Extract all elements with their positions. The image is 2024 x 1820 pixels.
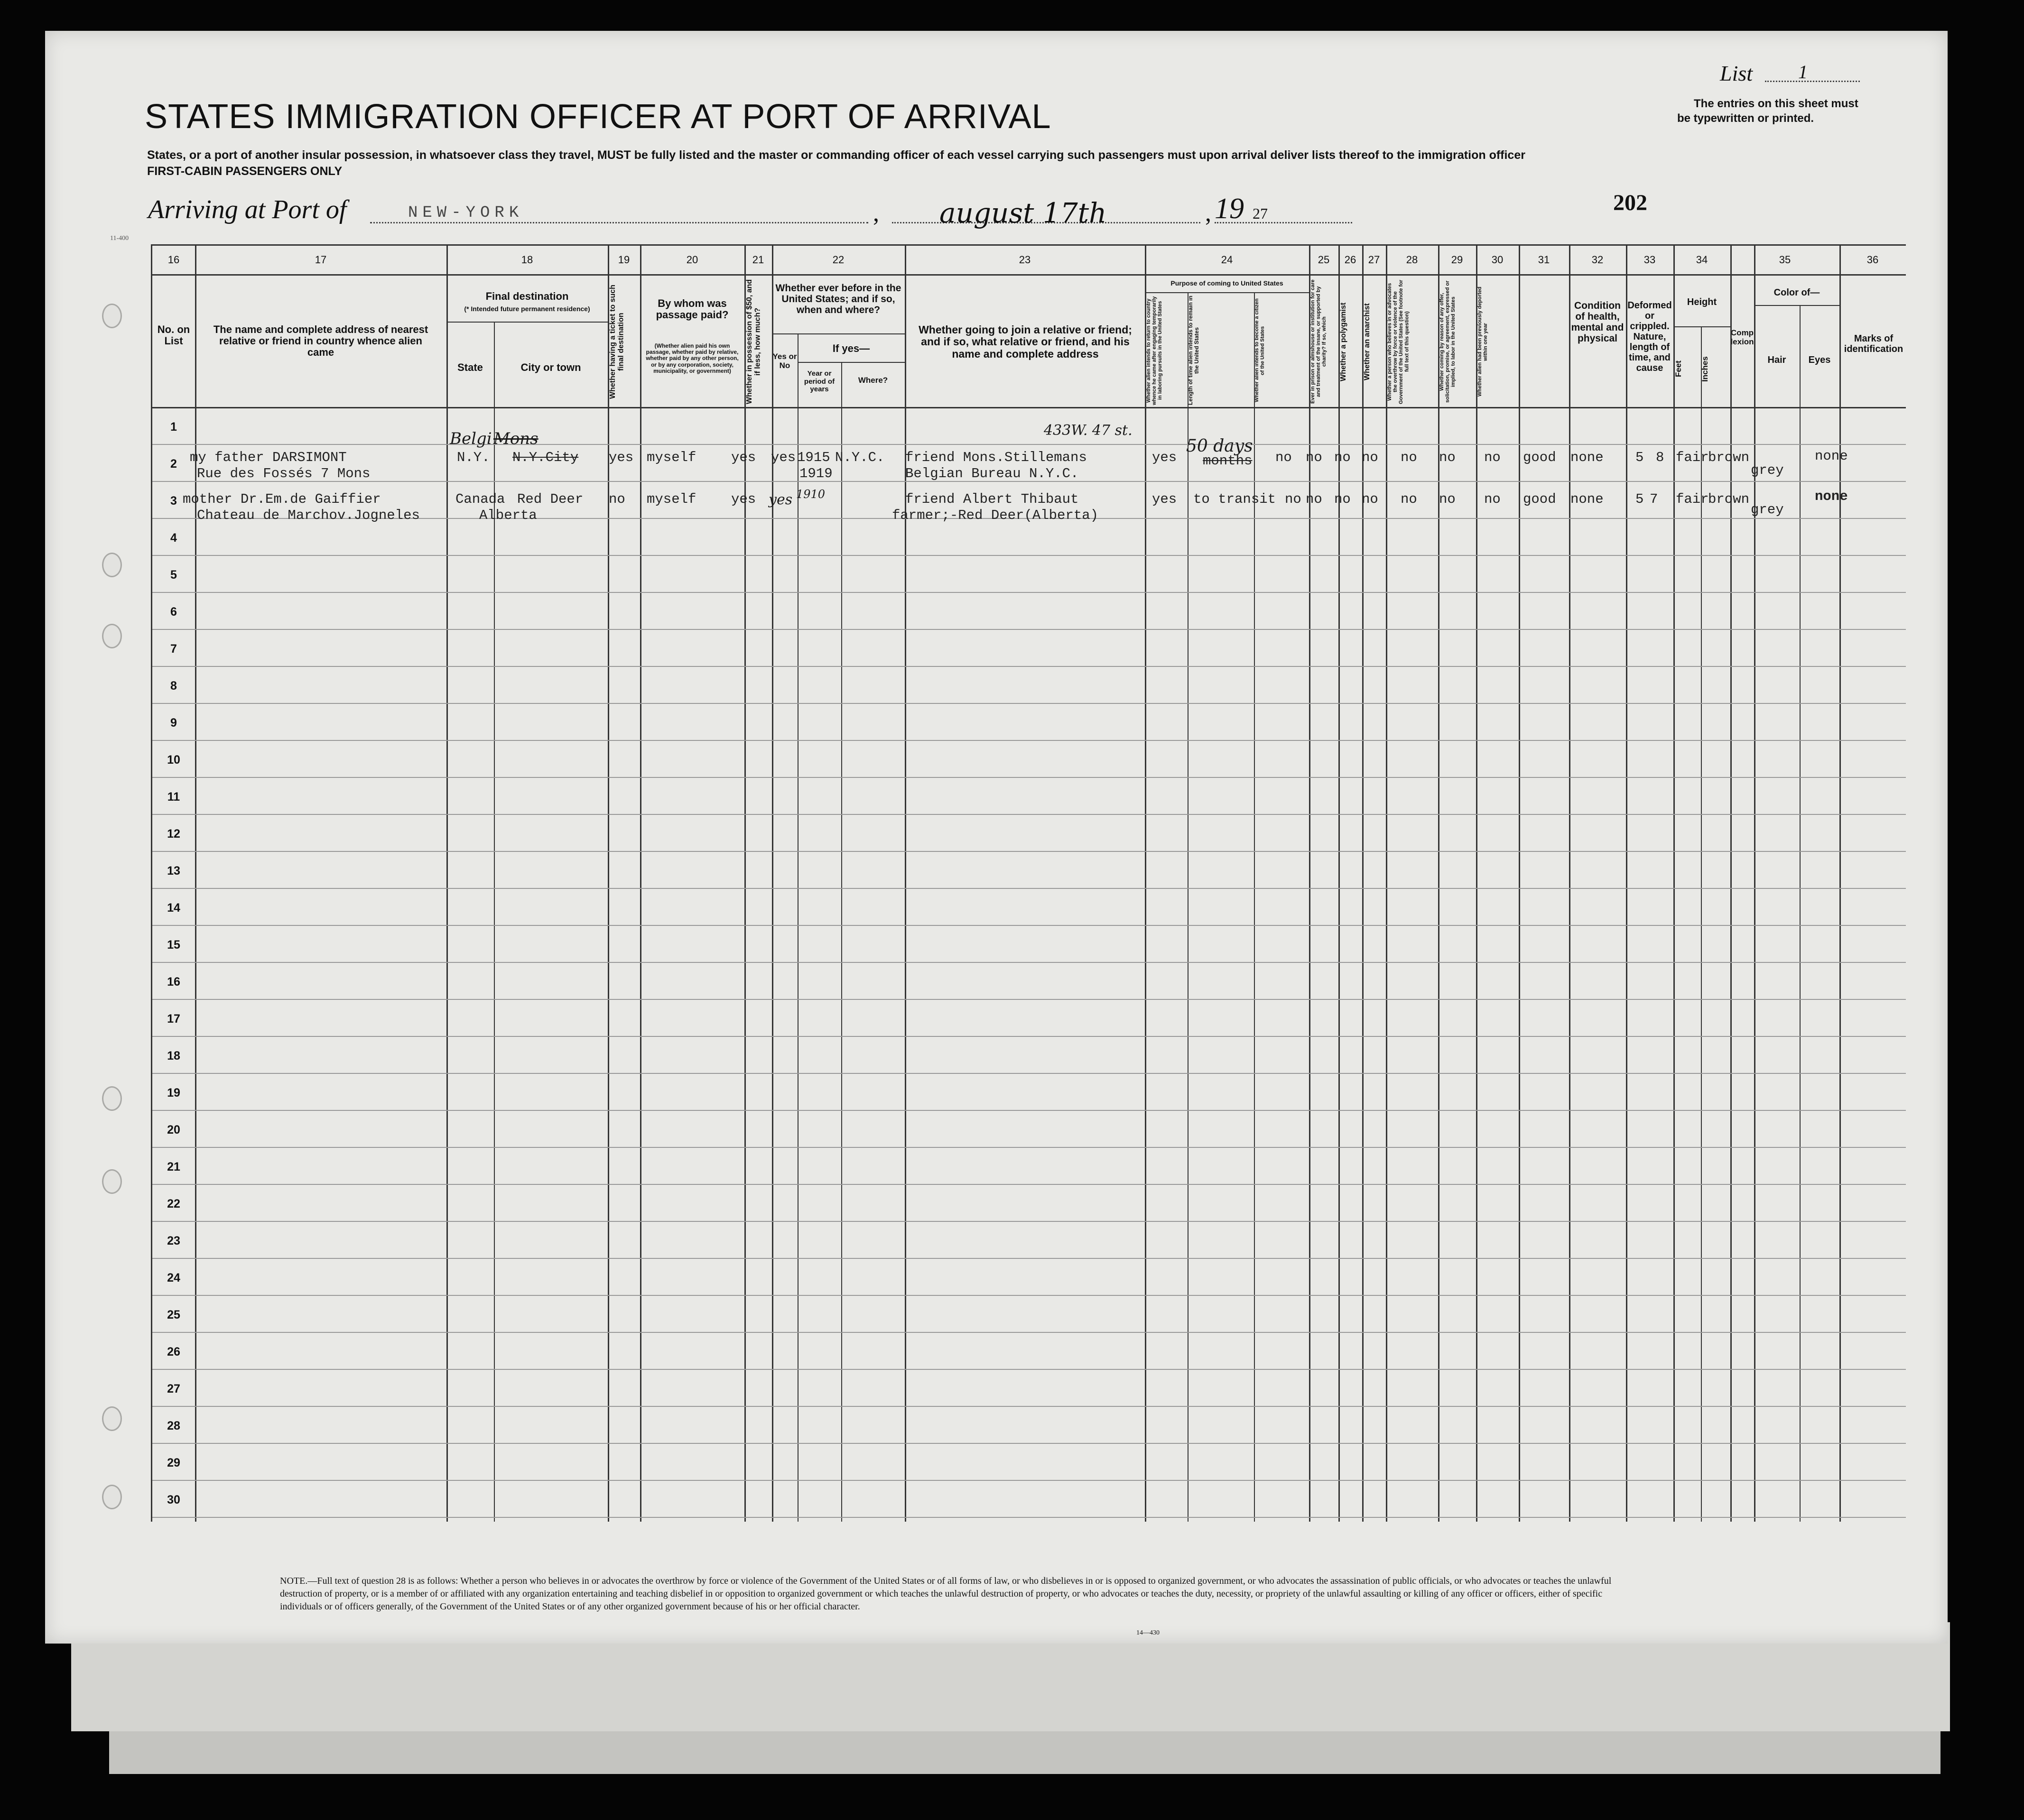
col-number: 21	[752, 254, 764, 266]
row1-passage-paid: myself	[647, 450, 696, 465]
row2-q29: no	[1439, 491, 1456, 507]
header-q29: Whether coming by reason of any offer, solicitation, promise, or agreement, expressed or implied, to labor in the United States	[1439, 280, 1457, 403]
column-rule	[772, 246, 773, 1522]
subcolumn-rule	[1254, 292, 1255, 1522]
row-rule	[152, 1332, 1906, 1333]
column-rule	[1519, 246, 1520, 1522]
arrival-year-suffix: 27	[1253, 205, 1268, 222]
header-final-destination: Final destination	[485, 290, 569, 302]
column-rule	[1309, 246, 1310, 1522]
subcolumn-rule	[1800, 305, 1801, 1522]
column-rule	[905, 246, 906, 1522]
arrival-year-prefix: 19	[1215, 193, 1244, 225]
row-rule	[152, 592, 1906, 593]
row2-deformed: none	[1570, 491, 1604, 507]
row2-city: Red Deer	[517, 491, 584, 507]
col-number: 25	[1318, 254, 1330, 266]
header-ticket: Whether having a ticket to such final destination	[609, 285, 625, 399]
col-number: 33	[1643, 254, 1656, 266]
row2-hair: brown	[1708, 491, 1750, 507]
row1-inches: 8	[1656, 450, 1664, 465]
binder-hole-shadow	[102, 1485, 122, 1509]
header-passage-paid: By whom was passage paid?	[656, 297, 729, 321]
header-marks: Marks of identification	[1844, 333, 1903, 354]
row1-eyes: grey	[1751, 462, 1784, 478]
row-rule	[152, 1147, 1906, 1148]
row-rule	[152, 962, 1906, 963]
typewritten-note-line1: The entries on this sheet must	[1694, 97, 1858, 110]
row2-marks: none	[1815, 489, 1848, 504]
row-rule	[152, 888, 1906, 889]
col-number: 36	[1866, 254, 1879, 266]
row1-feet: 5	[1635, 450, 1644, 465]
subtitle-line2: FIRST-CABIN PASSENGERS ONLY	[147, 165, 343, 178]
row-rule	[152, 1443, 1906, 1444]
col-number: 16	[167, 254, 180, 266]
col-number: 20	[686, 254, 698, 266]
column-rule	[1338, 246, 1340, 1522]
row2-state-2: Alberta	[479, 508, 537, 523]
row1-join-relative: friend Mons.Stillemans	[905, 450, 1087, 465]
row-rule	[152, 925, 1906, 926]
col-number: 28	[1406, 254, 1418, 266]
manifest-table	[151, 244, 1906, 1522]
side-number: 11-400	[110, 235, 129, 242]
header-height: Height	[1687, 297, 1717, 307]
subheader-rule	[798, 362, 905, 363]
binder-hole-shadow	[102, 1086, 122, 1111]
subtitle-line1: States, or a port of another insular possession, in whatsoever class they travel, MUST be fully listed and the master or commanding officer of each vessel carrying such passengers must upon arrival deliver lists thereof to the immigration officer	[147, 148, 1525, 162]
row-number: 5	[170, 568, 177, 582]
row-number: 28	[167, 1419, 180, 1432]
row2-prison: no	[1306, 491, 1322, 507]
row-number: 23	[167, 1234, 180, 1247]
column-rule	[1569, 246, 1570, 1522]
column-rule	[1386, 246, 1387, 1522]
subheader-rule	[1145, 292, 1309, 293]
header-passage-note: (Whether alien paid his own passage, whether paid by relative, whether paid by any other person, or by any corporation, society, municipality, or government)	[646, 342, 739, 374]
row-rule	[152, 1258, 1906, 1259]
row-rule	[152, 740, 1906, 741]
row2-fifty-dollars: yes	[731, 491, 756, 507]
row2-feet: 5	[1635, 491, 1644, 507]
binder-hole	[10, 304, 31, 327]
row1-prison: no	[1306, 450, 1322, 465]
header-inches: Inches	[1700, 356, 1709, 382]
row1-length: months	[1203, 453, 1253, 469]
row-rule	[152, 703, 1906, 704]
row-rule	[152, 1184, 1906, 1185]
binder-hole	[10, 1406, 31, 1430]
arrival-date: august 17th	[939, 197, 1107, 229]
row-rule	[152, 666, 1906, 667]
row2-relative: mother Dr.Em.de Gaiffier	[183, 491, 381, 507]
column-rule	[744, 246, 746, 1522]
row-number: 19	[167, 1086, 180, 1099]
row1-city: N.Y.City	[512, 450, 579, 465]
row-number: 29	[167, 1456, 180, 1469]
column-rule	[1839, 246, 1841, 1522]
row-number: 1	[170, 420, 177, 434]
list-label: List	[1720, 61, 1753, 85]
row-number: 22	[167, 1197, 180, 1210]
column-rule	[1438, 246, 1439, 1522]
header-q28: Whether a person who believes in or advocates the overthrow by force or violence of the Government of the United States (See footnote for full text of this question)	[1387, 279, 1410, 404]
row2-length: to transit	[1193, 491, 1276, 507]
header-hair: Hair	[1767, 355, 1786, 365]
header-city: City or town	[520, 361, 581, 373]
binder-hole-shadow	[102, 624, 122, 648]
row-rule	[152, 1110, 1906, 1111]
header-q30: Whether alien had been previously deported within one year	[1477, 286, 1489, 397]
header-join-relative: Whether going to join a relative or friend; and if so, what relative or friend, and his name and complete address	[919, 323, 1132, 360]
row-number: 10	[167, 753, 180, 767]
row1-length-handwritten: 50 days	[1186, 436, 1253, 456]
row-number: 8	[170, 679, 177, 693]
row-number: 18	[167, 1049, 180, 1062]
column-rule	[195, 246, 196, 1522]
row-number: 24	[167, 1271, 180, 1284]
col-number: 17	[315, 254, 327, 266]
row1-deformed: none	[1570, 450, 1604, 465]
row2-state: Canada	[455, 491, 505, 507]
header-eyes: Eyes	[1808, 355, 1831, 365]
header-year-period: Year or period of years	[804, 370, 835, 393]
binder-hole	[10, 1169, 31, 1193]
header-state: State	[457, 361, 483, 373]
row2-eyes: grey	[1751, 502, 1784, 517]
col-number: 32	[1591, 254, 1604, 266]
header-purpose-length: Length of time alien intends to remain in the United States	[1187, 296, 1200, 406]
row1-return: yes	[1152, 450, 1177, 465]
row2-ticket: no	[609, 491, 625, 507]
subheader-rule	[772, 333, 905, 334]
subheader-rule	[1754, 305, 1839, 306]
col-number: 31	[1538, 254, 1550, 266]
row-number: 17	[167, 1012, 180, 1025]
binder-hole	[10, 1086, 31, 1110]
header-yes-or-no: Yes or No	[772, 352, 797, 370]
header-nearest-relative: The name and complete address of nearest relative or friend in country whence alien came	[213, 323, 428, 359]
row1-years: 1915	[797, 450, 830, 465]
row-number: 26	[167, 1345, 180, 1358]
row2-return: yes	[1152, 491, 1177, 507]
column-rule	[1362, 246, 1364, 1522]
header-prison: Ever in prison or almshouse or institution for care and treatment of the insane, or supported by charity? If so, which	[1310, 279, 1328, 404]
row2-anarchist: no	[1362, 491, 1378, 507]
header-purpose-return: Whether alien intends to return to country whence he came after engaging temporarily in laboring pursuits in the United States	[1146, 296, 1163, 405]
header-rule	[152, 274, 1906, 276]
row1-where: N.Y.C.	[835, 450, 885, 465]
list-dotted-line	[1765, 81, 1860, 82]
col-number: 18	[521, 254, 533, 266]
row2-q28: no	[1401, 491, 1417, 507]
header-color-of: Color of—	[1773, 287, 1820, 298]
row-number: 30	[167, 1493, 180, 1506]
col-number: 23	[1019, 254, 1031, 266]
header-purpose-citizen: Whether alien intends to become a citizen of the United States	[1254, 298, 1266, 403]
arriving-label: Arriving at Port of	[148, 195, 347, 224]
row2-ever-before-handwritten: yes	[769, 491, 793, 508]
row2-join-relative-2: farmer;-Red Deer(Alberta)	[892, 508, 1099, 523]
col-number: 26	[1344, 254, 1356, 266]
binder-hole-shadow	[102, 553, 122, 577]
binder-hole-shadow	[102, 1406, 122, 1431]
header-if-yes: If yes—	[832, 342, 870, 354]
column-rule	[1673, 246, 1675, 1522]
year-dotted-line	[1215, 222, 1352, 223]
row-number: 4	[170, 531, 177, 545]
column-rule	[446, 246, 448, 1522]
row-rule	[152, 629, 1906, 630]
col-number: 29	[1451, 254, 1463, 266]
row2-q30: no	[1484, 491, 1501, 507]
row1-join-relative-2: Belgian Bureau N.Y.C.	[905, 466, 1079, 481]
row1-q29: no	[1439, 450, 1456, 465]
row2-passage-paid: myself	[647, 491, 696, 507]
header-ever-before: Whether ever before in the United States; and if so, when and where?	[775, 283, 901, 316]
row-rule	[152, 777, 1906, 778]
header-rule	[152, 407, 1906, 408]
header-complexion: Complexion	[1730, 328, 1754, 346]
row1-state: N.Y.	[457, 450, 490, 465]
row1-years-2: 1919	[799, 466, 833, 481]
row-rule	[152, 1517, 1906, 1518]
col-number: 30	[1491, 254, 1504, 266]
header-purpose: Purpose of coming to United States	[1170, 279, 1283, 287]
row-rule	[152, 555, 1906, 556]
row1-polygamist: no	[1334, 450, 1351, 465]
row-number: 27	[167, 1382, 180, 1395]
header-health: Condition of health, mental and physical	[1571, 300, 1624, 344]
row-rule	[152, 999, 1906, 1000]
footnote: NOTE.—Full text of question 28 is as follows: Whether a person who believes in or advocates the overthrow by force or violence of the Government of the United States or of all forms of law, or who disbelieves in or is opposed to organized government, or who advocates the assassination of public officials, or who advocates or teaches the unlawful destruction of property, or is a member of or affiliated with any organization entertaining and teaching disbelief in or opposition to organized government or which teaches the unlawful destruction of property, or who advocates or teaches the duty, necessity, or propriety of the unlawful assaulting or killing of any officer or officers, either of specific individuals or of officers generally, of the Government of the United States or of any other organized government because of his or her official character.	[280, 1576, 1612, 1612]
row-number: 13	[167, 864, 180, 878]
row1-citizen: no	[1275, 450, 1292, 465]
column-rule	[1476, 246, 1477, 1522]
row-rule	[152, 1073, 1906, 1074]
row-number: 21	[167, 1160, 180, 1173]
row1-health: good	[1523, 450, 1556, 465]
row-number: 11	[167, 790, 180, 804]
binder-hole-shadow	[102, 1169, 122, 1194]
row1-relative: my father DARSIMONT	[190, 450, 347, 465]
list-number: 1	[1798, 61, 1808, 83]
row1-ticket: yes	[609, 450, 634, 465]
row-rule	[152, 444, 1906, 445]
row1-relative-address: Rue des Fossés 7 Mons	[197, 466, 371, 481]
column-rule	[1730, 246, 1732, 1522]
row2-relative-address: Chateau de Marchov.Jogneles	[197, 508, 420, 523]
row-rule	[152, 1036, 1906, 1037]
row1-fifty-dollars: yes	[731, 450, 756, 465]
row-rule	[152, 1406, 1906, 1407]
row-number: 25	[167, 1308, 180, 1321]
row-rule	[152, 851, 1906, 852]
header-feet: Feet	[1674, 360, 1683, 378]
subheader-rule	[1673, 326, 1730, 327]
column-rule	[1626, 246, 1627, 1522]
col-number: 27	[1368, 254, 1380, 266]
binder-hole	[10, 1485, 31, 1508]
header-no-on-list: No. on List	[157, 323, 190, 347]
row1-state-handwritten: Belgi	[450, 429, 492, 448]
port-of-arrival: NEW-YORK	[408, 204, 524, 222]
row-number: 16	[167, 975, 180, 989]
subcolumn-rule	[841, 362, 842, 1522]
page-title: STATES IMMIGRATION OFFICER AT PORT OF ARRIVAL	[145, 98, 1051, 136]
row-number: 9	[170, 716, 177, 730]
row-number: 12	[167, 827, 180, 841]
column-rule	[608, 246, 609, 1522]
col-number: 35	[1779, 254, 1791, 266]
header-where: Where?	[858, 376, 888, 385]
row-rule	[152, 1221, 1906, 1222]
subheader-rule	[446, 322, 608, 323]
row1-ever-before: yes	[771, 450, 796, 465]
row2-health: good	[1523, 491, 1556, 507]
page-number: 202	[1613, 190, 1647, 215]
row2-complexion: fair	[1676, 491, 1709, 507]
arriving-comma: ,	[1205, 200, 1211, 227]
col-number: 19	[618, 254, 630, 266]
row2-citizen: no	[1285, 491, 1301, 507]
col-number: 34	[1696, 254, 1708, 266]
row1-join-handwritten: 433W. 47 st.	[1044, 422, 1133, 439]
row-rule	[152, 1295, 1906, 1296]
row-number: 2	[170, 457, 177, 471]
row-number: 15	[167, 938, 180, 952]
column-rule	[1145, 246, 1146, 1522]
row2-inches: 7	[1650, 491, 1658, 507]
arriving-comma: ,	[873, 200, 879, 227]
row1-complexion: fair	[1676, 450, 1709, 465]
row1-q30: no	[1484, 450, 1501, 465]
form-number: 14—430	[1136, 1629, 1160, 1636]
row-number: 7	[170, 642, 177, 656]
row1-q28: no	[1401, 450, 1417, 465]
column-rule	[1754, 246, 1755, 1522]
binder-hole-shadow	[102, 304, 122, 328]
header-final-destination-note: (* Intended future permanent residence)	[464, 305, 590, 313]
row-number: 3	[170, 494, 177, 508]
header-anarchist: Whether an anarchist	[1363, 303, 1371, 380]
typewritten-note-line2: be typewritten or printed.	[1677, 112, 1814, 125]
row1-anarchist: no	[1362, 450, 1378, 465]
row-rule	[152, 1369, 1906, 1370]
header-fifty-dollars: Whether in possession of $50, and if less, how much?	[745, 279, 762, 405]
row2-years-handwritten: 1910	[796, 488, 826, 501]
row1-marks: none	[1815, 448, 1848, 464]
row-number: 14	[167, 901, 180, 915]
row-number: 6	[170, 605, 177, 619]
header-polygamist: Whether a polygamist	[1339, 302, 1347, 381]
header-deformed: Deformed or crippled. Nature, length of time, and cause	[1627, 300, 1672, 373]
row1-hair: brown	[1708, 450, 1750, 465]
port-dotted-line	[370, 222, 868, 223]
row-number: 20	[167, 1123, 180, 1136]
row-rule	[152, 1480, 1906, 1481]
col-number: 22	[832, 254, 845, 266]
row2-polygamist: no	[1334, 491, 1351, 507]
column-rule	[640, 246, 641, 1522]
row1-city-handwritten: Mons	[493, 429, 538, 448]
col-number: 24	[1221, 254, 1233, 266]
row-rule	[152, 814, 1906, 815]
row2-join-relative: friend Albert Thibaut	[905, 491, 1079, 507]
